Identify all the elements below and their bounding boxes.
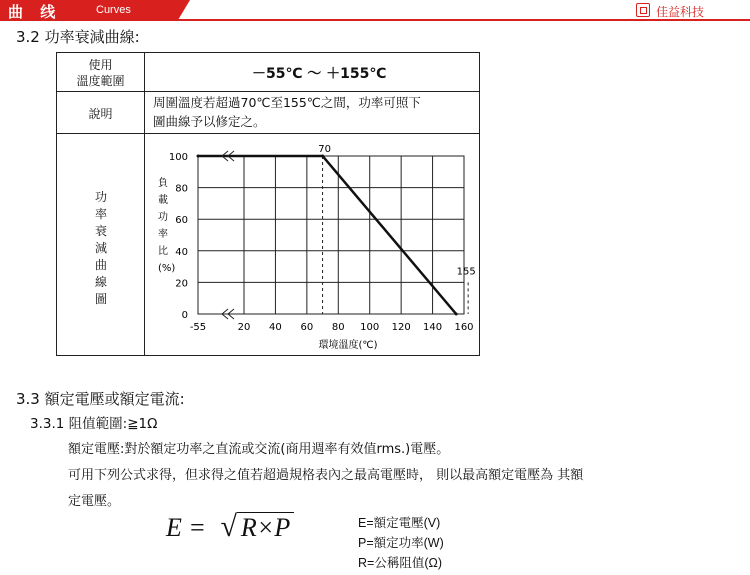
chart-x-label: 環境溫度(℃) — [318, 340, 378, 351]
x-tick-label: -55 — [189, 322, 207, 333]
y-tick-label: 80 — [175, 183, 188, 195]
y-label-char: 載 — [158, 195, 168, 206]
y-tick-label: 60 — [175, 215, 188, 227]
data-point — [197, 155, 200, 158]
y-label-char: 功 — [158, 212, 168, 223]
chart-y-label — [158, 176, 175, 274]
table-column-divider — [144, 53, 145, 355]
legend-p: P=額定功率(W) — [358, 536, 444, 550]
description-line1: 周圍溫度若超過70℃至155℃之間，功率可照下 — [153, 95, 421, 110]
annotation-70: 70 — [318, 144, 331, 155]
y-label-char: 比 — [158, 246, 168, 257]
x-tick-label: 60 — [300, 322, 314, 333]
x-tick-label: 120 — [391, 322, 411, 333]
formula-rhs: R×P — [237, 512, 294, 542]
legend-e: E=額定電壓(V) — [358, 516, 441, 530]
rated-voltage-formula — [166, 510, 294, 544]
chart-grid — [198, 156, 464, 314]
temp-range-value: －55℃ ～ ＋155℃ — [252, 66, 387, 82]
x-tick-label: 160 — [454, 322, 474, 333]
header-bar — [0, 0, 750, 22]
y-tick-label: 20 — [175, 278, 188, 290]
x-tick-label: 80 — [331, 322, 345, 333]
y-tick-label: 100 — [168, 152, 188, 163]
description-label: 說明 — [88, 107, 113, 121]
header-title: 曲 线 — [8, 3, 62, 21]
temp-range-label-line2: 溫度範圍 — [76, 74, 125, 88]
x-tick-label: 20 — [237, 322, 251, 333]
table-row-divider-1 — [57, 91, 479, 92]
resistance-range: 3.3.1 阻值範圍:≧1Ω — [30, 416, 158, 432]
y-label-char: 率 — [158, 229, 168, 240]
x-tick-label: 40 — [269, 322, 282, 333]
section-3-3-title: 3.3 額定電壓或額定電流: — [16, 390, 185, 408]
header-subtitle: Curves — [96, 4, 131, 16]
table-row-divider-2 — [57, 133, 479, 134]
y-label-char: 負 — [158, 178, 168, 189]
y-tick-label: 0 — [181, 310, 188, 321]
y-tick-label: 40 — [175, 246, 188, 258]
data-point — [455, 313, 458, 316]
brand-logo-icon — [636, 3, 650, 17]
y-label-char: (%) — [158, 263, 176, 274]
rated-voltage-note-cont: 定電壓。 — [68, 494, 121, 509]
chart-ticks — [169, 152, 474, 333]
temp-range-label-line1: 使用 — [88, 58, 113, 72]
x-tick-label: 140 — [423, 322, 443, 333]
plot-frame — [198, 156, 464, 314]
section-3-2-title: 3.2 功率衰減曲線: — [16, 28, 140, 46]
rated-voltage-definition: 額定電壓:對於額定功率之直流或交流(商用週率有效值rms.)電壓。 — [68, 442, 450, 457]
derating-chart — [148, 138, 508, 353]
sqrt-icon: √ — [220, 510, 237, 543]
annotation-155: 155 — [456, 266, 476, 278]
legend-r: R=公稱阻值(Ω) — [358, 556, 442, 570]
rated-voltage-formula-note: 可用下列公式求得，但求得之值若超過規格表內之最高電壓時， 則以最高額定電壓為 其額 — [68, 468, 584, 483]
chart-series — [197, 144, 476, 319]
x-tick-label: 100 — [360, 322, 380, 333]
description-line2: 圖曲線予以修定之。 — [153, 114, 266, 129]
derating-curve-label: 功率衰減曲線圖 — [94, 190, 107, 306]
formula-lhs: E = — [166, 513, 206, 542]
brand-name: 佳益科技 — [656, 5, 705, 19]
header-divider — [0, 19, 750, 21]
derating-line — [198, 156, 456, 314]
